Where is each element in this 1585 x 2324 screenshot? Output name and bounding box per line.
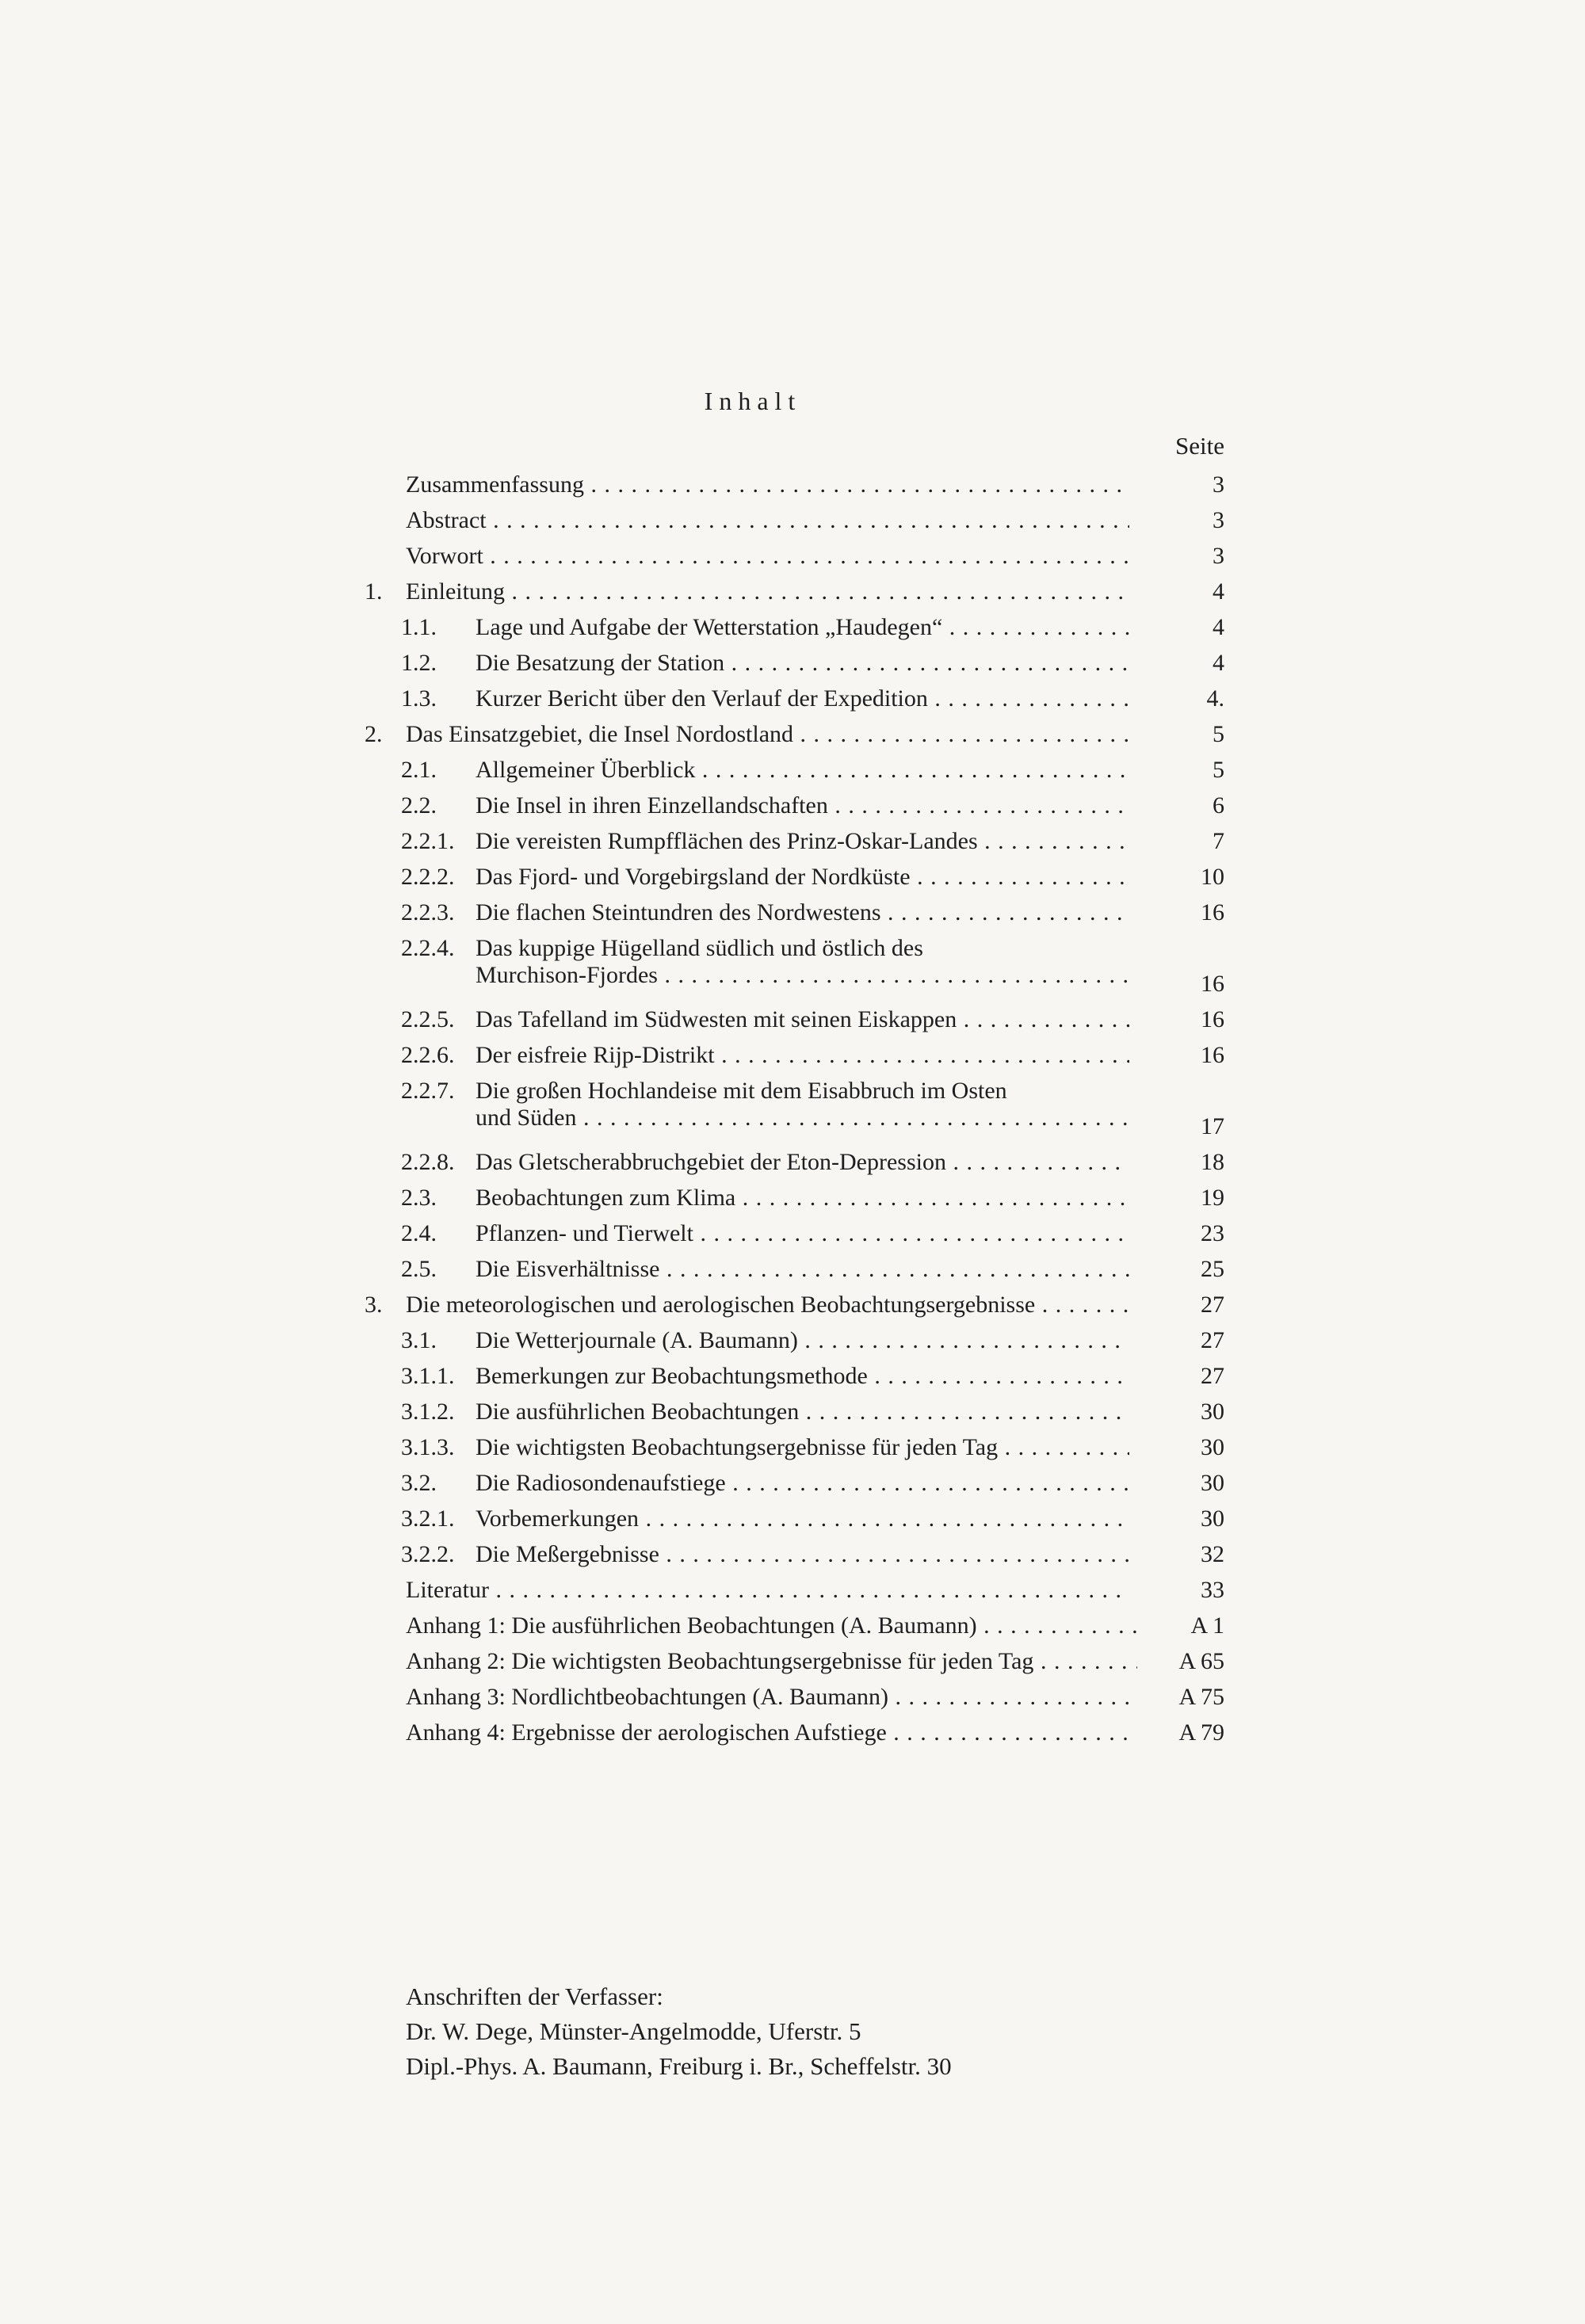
toc-entry [365,1220,1224,1256]
addresses-heading: Anschriften der Verfasser: [406,1982,663,2010]
toc-entry-title [476,1399,1129,1425]
toc-entry [365,1327,1224,1363]
toc-entry [365,828,1224,864]
toc-entry-number: 2.3. [401,1185,437,1211]
toc-entry-title-text: Das Einsatzgebiet, die Insel Nordostland . . . [406,721,1129,747]
toc-entry-page: 3 [1213,471,1224,498]
toc-entry-title-text: Anhang 3: Nordlichtbeobachtungen (A. Baumann) . . . [406,1684,1137,1710]
toc-entry-title-text: Anhang 4: Ergebnisse der aerologischen Aufstiege . . . [406,1719,1137,1746]
toc-entry-title-text: Die Wetterjournale (A. Baumann) . . . [476,1327,1129,1353]
toc-entry-title-text: Der eisfreie Rijp-Distrikt . . . [476,1042,1129,1068]
toc-entry-title-text: Pflanzen- und Tierwelt . . . [476,1220,1129,1246]
toc-entry-title [476,1078,1129,1131]
toc-entry-page: 5 [1213,757,1224,783]
toc-entry-title-text: Die Insel in ihren Einzellandschaften . . . [476,792,1129,819]
toc-entry-page: 32 [1201,1541,1224,1567]
toc-entry-page: 4 [1213,578,1224,605]
toc-entry-number: 2.2.6. [401,1042,455,1068]
toc-entry-title [476,1434,1129,1461]
toc-entry-page: 27 [1201,1292,1224,1318]
toc-entry-number: 3.2.2. [401,1541,455,1567]
toc-entry-title-text: Anhang 2: Die wichtigsten Beobachtungsergebnisse für jeden Tag . . . [406,1648,1137,1674]
toc-entry [365,471,1224,507]
toc-entry-title [406,578,1129,605]
toc-entry-page: 17 [1201,1113,1224,1139]
toc-entry-title [476,685,1129,712]
toc-entry-page: A 79 [1178,1719,1224,1746]
toc-entry [365,685,1224,721]
toc-entry-number: 2.2.5. [401,1006,455,1032]
toc-entry-title [476,935,1129,989]
toc-entry [365,1149,1224,1185]
toc-entry [365,1256,1224,1292]
toc-entry-title-text: Vorbemerkungen . . . [476,1505,1129,1532]
toc-entry-title-text: Die ausführlichen Beobachtungen . . . [476,1399,1129,1425]
toc-entry-number: 1.2. [401,650,437,676]
toc-entry [365,578,1224,614]
toc-entry-title [476,1149,1129,1176]
toc-entry-title [406,1577,1129,1604]
toc-entry-title [406,507,1129,534]
toc-entry-number: 2.1. [401,757,437,783]
toc-entry-number: 3.1. [401,1327,437,1353]
toc-entry-title [476,828,1129,855]
toc-entry-title-text: Das Fjord- und Vorgebirgsland der Nordküste . . . [476,864,1129,890]
toc-entry [365,935,1224,1006]
toc-entry-title [476,1505,1129,1532]
toc-entry-page: 10 [1201,864,1224,890]
toc-entry-page: 16 [1201,971,1224,997]
toc-entry-number: 2.2. [401,792,437,819]
toc-entry-title [476,1327,1129,1354]
toc-entry-title [476,792,1129,819]
toc-entry-page: A 75 [1178,1684,1224,1710]
toc-entry [365,1399,1224,1434]
address-line: Dr. W. Dege, Münster-Angelmodde, Uferstr. 5 [406,2017,861,2045]
toc-entry-number: 3.1.2. [401,1399,455,1425]
toc-entry-number: 3.1.1. [401,1363,455,1389]
page-title: Inhalt [704,387,802,415]
toc-entry-title-text: Abstract . . . [406,507,1129,533]
toc-entry-page: 25 [1201,1256,1224,1282]
toc-entry-page: 19 [1201,1185,1224,1211]
toc-entry-number: 1.1. [401,614,437,640]
toc-entry-title-text: Literatur . . . [406,1577,1129,1603]
toc-entry-number: 1.3. [401,685,437,712]
toc-entry [365,1719,1224,1755]
toc-entry-title-text: Die Meßergebnisse . . . [476,1541,1129,1567]
toc-entry-page: 30 [1201,1399,1224,1425]
toc-entry-number: 1. [365,578,383,605]
toc-entry-title-text: Allgemeiner Überblick . . . [476,757,1129,783]
toc-entry-number: 2.2.2. [401,864,455,890]
toc-entry-number: 3.2. [401,1470,437,1496]
toc-entry-page: 6 [1213,792,1224,819]
toc-entry-title [406,1292,1129,1318]
toc-entry-page: 18 [1201,1149,1224,1175]
address-line: Dipl.-Phys. A. Baumann, Freiburg i. Br., Scheffelstr. 30 [406,2052,952,2080]
toc-entry [365,1505,1224,1541]
toc-entry-title [406,471,1129,498]
toc-entry-title-text: Anhang 1: Die ausführlichen Beobachtungen (A. Baumann) . . . [406,1612,1137,1639]
toc-entry-page: 16 [1201,1042,1224,1068]
toc-entry-page: 30 [1201,1505,1224,1532]
toc-entry-title [406,1612,1137,1639]
toc-entry [365,757,1224,792]
toc-entry [365,864,1224,899]
toc-entry-page: 30 [1201,1434,1224,1460]
toc-entry-title [476,1256,1129,1283]
toc-entry [365,507,1224,543]
toc-entry-page: 33 [1201,1577,1224,1603]
toc-entry-title [476,1363,1129,1390]
toc-entry-title [476,1042,1129,1069]
toc-entry-title [406,721,1129,748]
toc-entry-page: 4. [1206,685,1224,712]
toc-entry-title-line: Das kuppige Hügelland südlich und östlich des [476,935,923,961]
toc-entry-title [476,1006,1129,1033]
toc-entry [365,1434,1224,1470]
toc-entry-page: 27 [1201,1327,1224,1353]
toc-entry [365,792,1224,828]
toc-entry-page: 27 [1201,1363,1224,1389]
toc-entry-page: 16 [1201,1006,1224,1032]
toc-entry-title [476,614,1129,641]
toc-entry-title-text: Das Tafelland im Südwesten mit seinen Eiskappen . . . [476,1006,1129,1032]
toc-entry-page: 4 [1213,614,1224,640]
table-of-contents [365,471,1224,1755]
toc-entry-title-text: Einleitung . . . [406,578,1129,605]
toc-entry-page: 23 [1201,1220,1224,1246]
author-addresses [406,1979,952,2084]
toc-entry-title [476,650,1129,677]
toc-entry-title [476,899,1129,926]
toc-entry [365,721,1224,757]
toc-entry-page: 30 [1201,1470,1224,1496]
toc-entry [365,1612,1224,1648]
toc-entry-page: 3 [1213,507,1224,533]
toc-entry-page: 5 [1213,721,1224,747]
toc-entry-title-text: Lage und Aufgabe der Wetterstation „Haudegen“ . . . [476,614,1129,640]
toc-entry [365,1541,1224,1577]
toc-entry [365,1470,1224,1505]
toc-entry-title-text: Beobachtungen zum Klima . . . [476,1185,1129,1211]
toc-entry-title [476,1541,1129,1568]
toc-entry [365,1185,1224,1220]
toc-entry-number: 2.5. [401,1256,437,1282]
toc-entry-title [406,543,1129,570]
toc-entry-title-text: Kurzer Bericht über den Verlauf der Expedition . . . [476,685,1129,712]
toc-entry-title-text: Die Radiosondenaufstiege . . . [476,1470,1129,1496]
toc-entry-title-text: Das Gletscherabbruchgebiet der Eton-Depression . . . [476,1149,1129,1175]
toc-entry-number: 2.2.7. [401,1078,455,1104]
toc-entry-number: 2.2.3. [401,899,455,925]
toc-entry-page: A 1 [1190,1612,1224,1639]
toc-entry [365,1078,1224,1149]
toc-entry-title [476,1220,1129,1247]
toc-entry-title-text: Die meteorologischen und aerologischen Beobachtungsergebnisse . . . [406,1292,1129,1318]
toc-entry-number: 2. [365,721,383,747]
toc-entry-title-text: Die flachen Steintundren des Nordwestens . . . [476,899,1129,925]
toc-entry-title-text: Die wichtigsten Beobachtungsergebnisse für jeden Tag . . . [476,1434,1129,1460]
toc-entry-title-text: Die vereisten Rumpfflächen des Prinz-Oskar-Landes . . . [476,828,1129,854]
toc-entry-title-line: Die großen Hochlandeise mit dem Eisabbruch im Osten [476,1078,1007,1104]
toc-entry-title [476,1470,1129,1497]
toc-entry-number: 2.2.4. [401,935,455,961]
toc-entry [365,899,1224,935]
toc-entry-title [476,757,1129,784]
toc-entry [365,1648,1224,1684]
toc-entry [365,543,1224,578]
toc-entry-page: A 65 [1178,1648,1224,1674]
toc-entry-number: 2.4. [401,1220,437,1246]
toc-entry-number: 3.1.3. [401,1434,455,1460]
toc-entry [365,1292,1224,1327]
toc-entry-title-text: Die Besatzung der Station . . . [476,650,1129,676]
toc-entry-title-text: Zusammenfassung . . . [406,471,1129,498]
toc-entry-title-text: Die Eisverhältnisse . . . [476,1256,1129,1282]
toc-entry-title-line: Murchison-Fjordes . . . [476,962,1129,989]
toc-entry-number: 2.2.8. [401,1149,455,1175]
toc-entry-number: 3.2.1. [401,1505,455,1532]
toc-entry-title [406,1648,1137,1675]
toc-entry-title-text: Vorwort . . . [406,543,1129,569]
toc-entry [365,1042,1224,1078]
toc-entry [365,614,1224,650]
toc-entry-title-line: und Süden . . . [476,1105,1129,1131]
toc-entry-title-text: Bemerkungen zur Beobachtungsmethode . . . [476,1363,1129,1389]
toc-entry-page: 4 [1213,650,1224,676]
toc-entry [365,1684,1224,1719]
toc-entry [365,650,1224,685]
toc-entry [365,1363,1224,1399]
toc-entry-title [476,1185,1129,1212]
toc-entry-number: 2.2.1. [401,828,455,854]
toc-entry-page: 16 [1201,899,1224,925]
toc-entry-number: 3. [365,1292,383,1318]
toc-entry-page: 3 [1213,543,1224,569]
toc-entry-title [406,1684,1137,1711]
toc-entry [365,1577,1224,1612]
page-column-heading: Seite [1175,432,1224,460]
toc-entry-page: 7 [1213,828,1224,854]
toc-entry-title [406,1719,1137,1746]
toc-entry [365,1006,1224,1042]
toc-entry-title [476,864,1129,891]
